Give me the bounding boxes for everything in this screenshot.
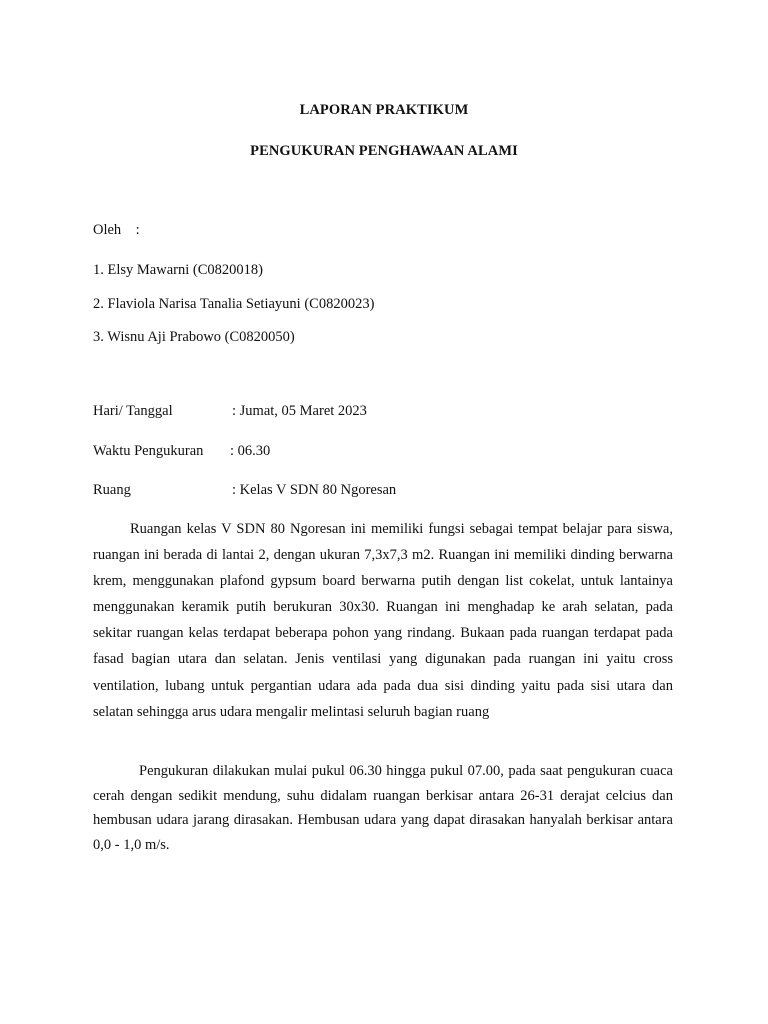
author-item: 1. Elsy Mawarni (C0820018) bbox=[93, 262, 263, 278]
author-item: 2. Flaviola Narisa Tanalia Setiayuni (C0820023) bbox=[93, 296, 375, 312]
by-label: Oleh : bbox=[93, 222, 140, 238]
body-paragraph: Ruangan kelas V SDN 80 Ngoresan ini memiliki fungsi sebagai tempat belajar para siswa, ruangan ini berada di lantai 2, dengan ukuran 7,3x7,3 m2. Ruangan ini memiliki dinding berwarna krem, menggunakan plafond gypsum board berwarna putih dengan list cokelat, untuk lantainya menggunakan keramik putih berukuran 30x30. Ruangan ini menghadap ke arah selatan, pada sekitar ruangan kelas terdapat beberapa pohon yang rindang. Bukaan pada ruangan terdapat pada fasad bagian utara dan selatan. Jenis ventilasi yang digunakan pada ruangan ini yaitu cross ventilation, lubang untuk pergantian udara ada pada dua sisi dinding yaitu pada sisi utara dan selatan sehingga arus udara mengalir melintasi seluruh bagian ruang bbox=[93, 521, 673, 720]
info-label: Ruang bbox=[93, 482, 131, 498]
document-title: LAPORAN PRAKTIKUM bbox=[299, 102, 469, 118]
info-label: Waktu Pengukuran bbox=[93, 443, 204, 459]
document-subtitle: PENGUKURAN PENGHAWAAN ALAMI bbox=[250, 143, 518, 159]
info-value: : 06.30 bbox=[230, 443, 271, 459]
info-value: : Kelas V SDN 80 Ngoresan bbox=[232, 482, 397, 498]
body-paragraph: Pengukuran dilakukan mulai pukul 06.30 hingga pukul 07.00, pada saat pengukuran cuaca cerah dengan sedikit mendung, suhu didalam ruangan berkisar antara 26-31 derajat celcius dan hembusan udara jarang dirasakan. Hembusan udara yang dapat dirasakan hanyalah berkisar antara 0,0 - 1,0 m/s. bbox=[93, 763, 673, 853]
info-label: Hari/ Tanggal bbox=[93, 403, 173, 419]
author-item: 3. Wisnu Aji Prabowo (C0820050) bbox=[93, 329, 295, 345]
info-value: : Jumat, 05 Maret 2023 bbox=[232, 403, 367, 419]
